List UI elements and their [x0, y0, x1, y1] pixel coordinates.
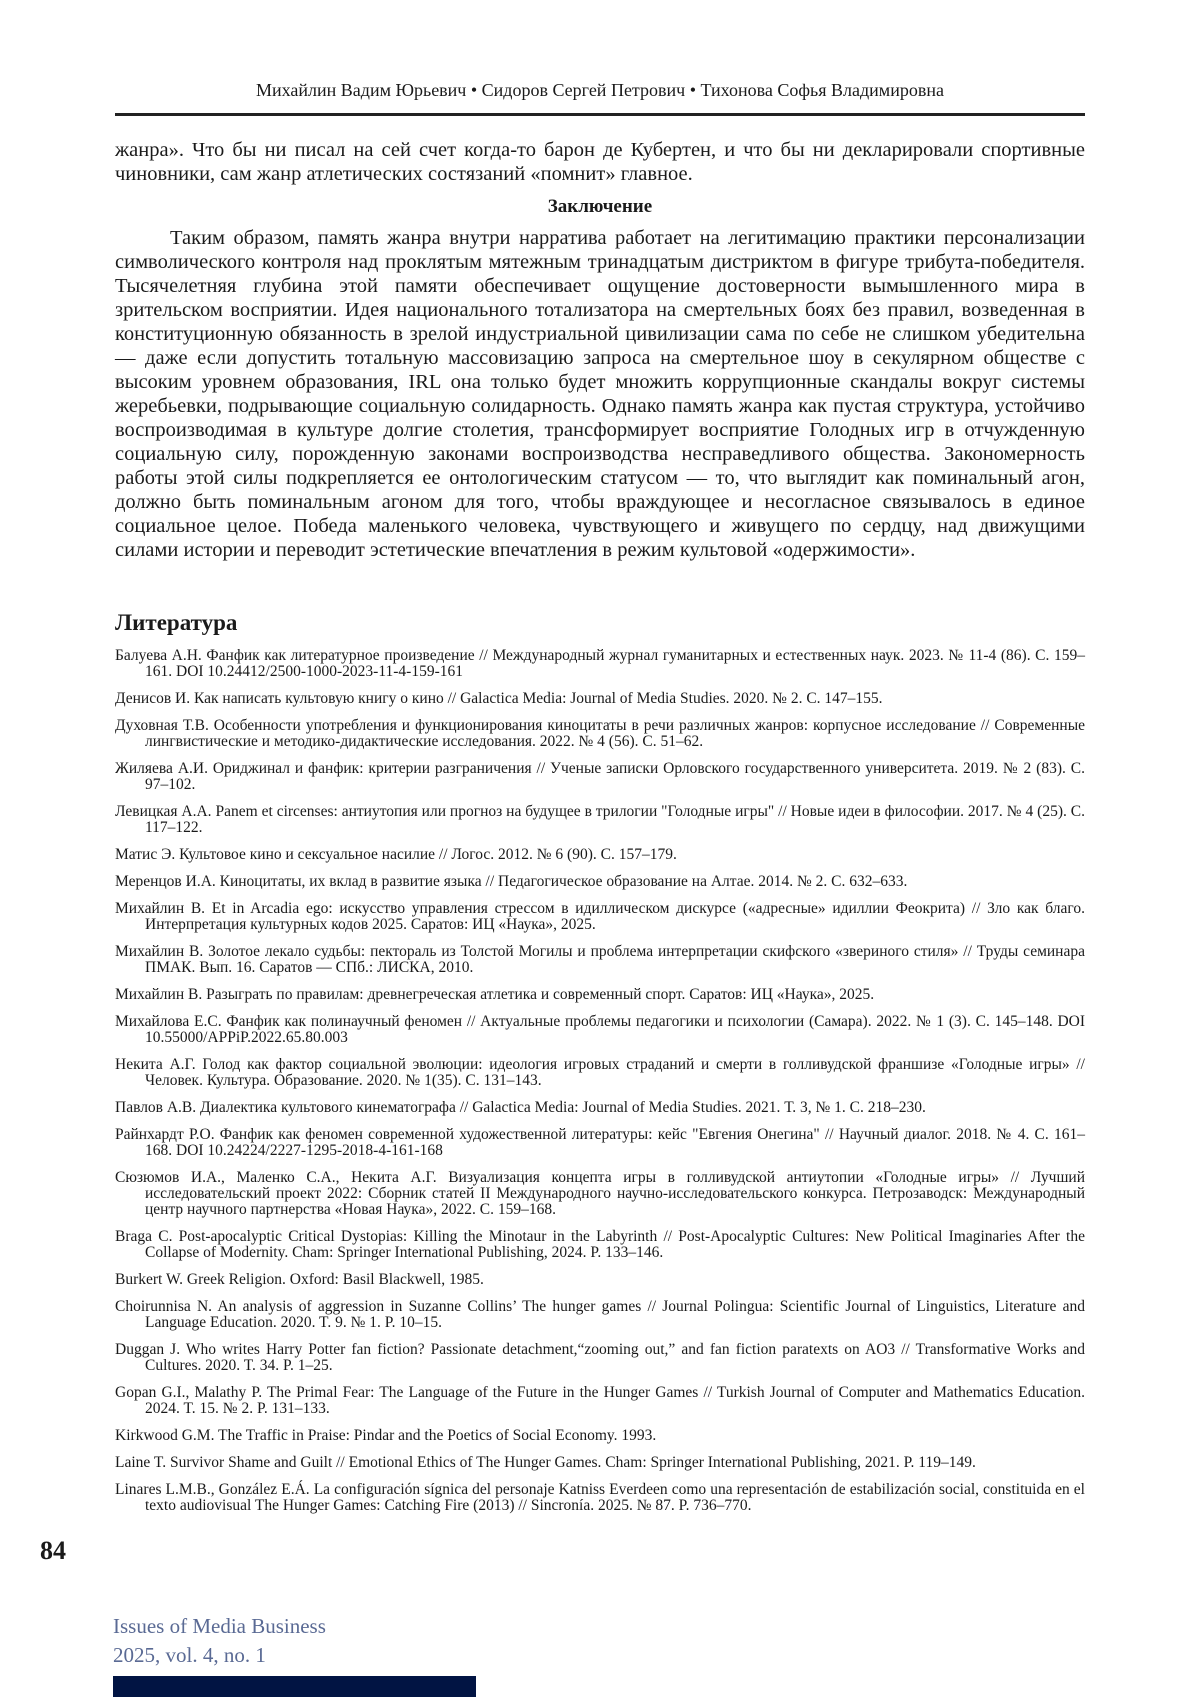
reference-item: Денисов И. Как написать культовую книгу о кино // Galactica Media: Journal of Media Studies. 2020. № 2. С. 147–155.: [115, 690, 883, 707]
references-heading: Литература: [115, 610, 238, 635]
footer-navy-bar: [113, 1676, 476, 1697]
reference-item: Павлов А.В. Диалектика культового кинематографа // Galactica Media: Journal of Media Studies. 2021. Т. 3, № 1. С. 218–230.: [115, 1099, 926, 1116]
reference-item: Kirkwood G.M. The Traffic in Praise: Pindar and the Poetics of Social Economy. 1993.: [115, 1427, 657, 1444]
reference-item: Braga C. Post-apocalyptic Critical Dystopias: Killing the Minotaur in the Labyrinth // Post-Apocalyptic Cultures: New Political Imaginaries After the Collapse of Modernity. Cham: Springer International Publishing, 2024. P. 133–146.: [115, 1228, 1085, 1261]
reference-item: Райнхардт Р.О. Фанфик как феномен современной художественной литературы: кейс "Евгения Онегина" // Научный диалог. 2018. № 4. С. 161–168. DOI 10.24224/2227-1295-2018-4-161-168: [115, 1126, 1085, 1159]
journal-name: Issues of Media Business: [113, 1614, 326, 1638]
journal-issue: 2025, vol. 4, no. 1: [113, 1643, 266, 1667]
reference-item: Сюзюмов И.А., Маленко С.А., Некита А.Г. Визуализация концепта игры в голливудской антиутопии «Голодные игры» // Лучший исследовательский проект 2022: Сборник статей II Международного научно-исследовательского конкурса. Петрозаводск: Международный центр научного партнерства «Новая Наука», 2022. С. 159–168.: [115, 1169, 1085, 1218]
reference-item: Жиляева А.И. Ориджинал и фанфик: критерии разграничения // Ученые записки Орловского государственного университета. 2019. № 2 (83). С. 97–102.: [115, 760, 1085, 793]
journal-info: [113, 1612, 326, 1670]
reference-item: Матис Э. Культовое кино и сексуальное насилие // Логос. 2012. № 6 (90). С. 157–179.: [115, 846, 677, 863]
header-rule: [115, 113, 1085, 116]
running-head-authors: Михайлин Вадим Юрьевич • Сидоров Сергей Петрович • Тихонова Софья Владимировна: [256, 80, 944, 100]
intro-paragraph: жанра». Что бы ни писал на сей счет когда-то барон де Кубертен, и что бы ни декларировали спортивные чиновники, сам жанр атлетических состязаний «помнит» главное.: [115, 139, 1085, 185]
reference-item: Choirunnisa N. An analysis of aggression in Suzanne Collins’ The hunger games // Journal Polingua: Scientific Journal of Linguistics, Literature and Language Education. 2020. T. 9. № 1. P. 10–15.: [115, 1298, 1085, 1331]
reference-item: Духовная Т.В. Особенности употребления и функционирования киноцитаты в речи различных жанров: корпусное исследование // Современные лингвистические и методико-дидактические исследования. 2022. № 4 (56). С. 51–62.: [115, 717, 1085, 750]
reference-item: Меренцов И.А. Киноцитаты, их вклад в развитие языка // Педагогическое образование на Алтае. 2014. № 2. С. 632–633.: [115, 873, 908, 890]
reference-item: Burkert W. Greek Religion. Oxford: Basil Blackwell, 1985.: [115, 1271, 484, 1288]
conclusion-paragraph: Таким образом, память жанра внутри нарратива работает на легитимацию практики персонализации символического контроля над проклятым мятежным тринадцатым дистриктом в фигуре трибута-победителя. Тысячелетняя глубина этой памяти обеспечивает ощущение достоверности вымышленного мира в зрительском восприятии. Идея национального тотализатора на смертельных боях без правил, возведенная в конституционную обязанность в зрелой индустриальной цивилизации сама по себе не слишком убедительна — даже если допустить тотальную массовизацию запроса на смертельное шоу в секулярном обществе с высоким уровнем образования, IRL она только будет множить коррупционные скандалы вокруг системы жеребьевки, подрывающие социальную солидарность. Однако память жанра как пустая структура, устойчиво воспроизводимая в культуре долгие столетия, трансформирует восприятие Голодных игр в отчужденную социальную силу, порожденную законами воспроизводства несправедливого общества. Закономерность работы этой силы подкрепляется ее онтологическим статусом — то, что выглядит как поминальный агон, должно быть поминальным агоном для того, чтобы враждующее и несогласное связывалось в единое социальное целое. Победа маленького человека, чувствующего и живущего по сердцу, над движущими силами истории и переводит эстетические впечатления в режим культовой «одержимости».: [115, 227, 1085, 561]
conclusion-heading: Заключение: [547, 196, 653, 217]
reference-item: Laine T. Survivor Shame and Guilt // Emotional Ethics of The Hunger Games. Cham: Springer International Publishing, 2021. P. 119–149.: [115, 1454, 976, 1471]
page-number: 84: [40, 1536, 66, 1565]
reference-item: Михайлин В. Разыграть по правилам: древнегреческая атлетика и современный спорт. Саратов: ИЦ «Наука», 2025.: [115, 986, 875, 1003]
reference-item: Балуева А.Н. Фанфик как литературное произведение // Международный журнал гуманитарных и естественных наук. 2023. № 11-4 (86). С. 159–161. DOI 10.24412/2500-1000-2023-11-4-159-161: [115, 647, 1085, 680]
reference-item: Михайлова Е.С. Фанфик как полинаучный феномен // Актуальные проблемы педагогики и психологии (Самара). 2022. № 1 (3). С. 145–148. DOI 10.55000/APPiP.2022.65.80.003: [115, 1013, 1085, 1046]
reference-item: Gopan G.I., Malathy P. The Primal Fear: The Language of the Future in the Hunger Games // Turkish Journal of Computer and Mathematics Education. 2024. T. 15. № 2. P. 131–133.: [115, 1384, 1085, 1417]
reference-item: Linares L.M.B., González E.Á. La configuración sígnica del personaje Katniss Everdeen como una representación de estabilización social, constituida en el texto audiovisual The Hunger Games: Catching Fire (2013) // Sincronía. 2025. № 87. P. 736–770.: [115, 1481, 1085, 1514]
reference-item: Duggan J. Who writes Harry Potter fan fiction? Passionate detachment,“zooming out,” and fan fiction paratexts on AO3 // Transformative Works and Cultures. 2020. T. 34. P. 1–25.: [115, 1341, 1085, 1374]
reference-item: Левицкая А.А. Panem et circenses: антиутопия или прогноз на будущее в трилогии "Голодные игры" // Новые идеи в философии. 2017. № 4 (25). С. 117–122.: [115, 803, 1085, 836]
reference-item: Некита А.Г. Голод как фактор социальной эволюции: идеология игровых страданий и смерти в голливудской франшизе «Голодные игры» // Человек. Культура. Образование. 2020. № 1(35). С. 131–143.: [115, 1056, 1085, 1089]
page-content: [115, 138, 1085, 1525]
reference-item: Михайлин В. Золотое лекало судьбы: пектораль из Толстой Могилы и проблема интерпретации скифского «звериного стиля» // Труды семинара ПМАК. Вып. 16. Саратов — СПб.: ЛИСКА, 2010.: [115, 943, 1085, 976]
reference-item: Михайлин В. Et in Arcadia ego: искусство управления стрессом в идиллическом дискурсе («адресные» идиллии Феокрита) // Зло как благо. Интерпретация культурных кодов 2025. Саратов: ИЦ «Наука», 2025.: [115, 900, 1085, 933]
references-list: [115, 648, 1085, 1514]
